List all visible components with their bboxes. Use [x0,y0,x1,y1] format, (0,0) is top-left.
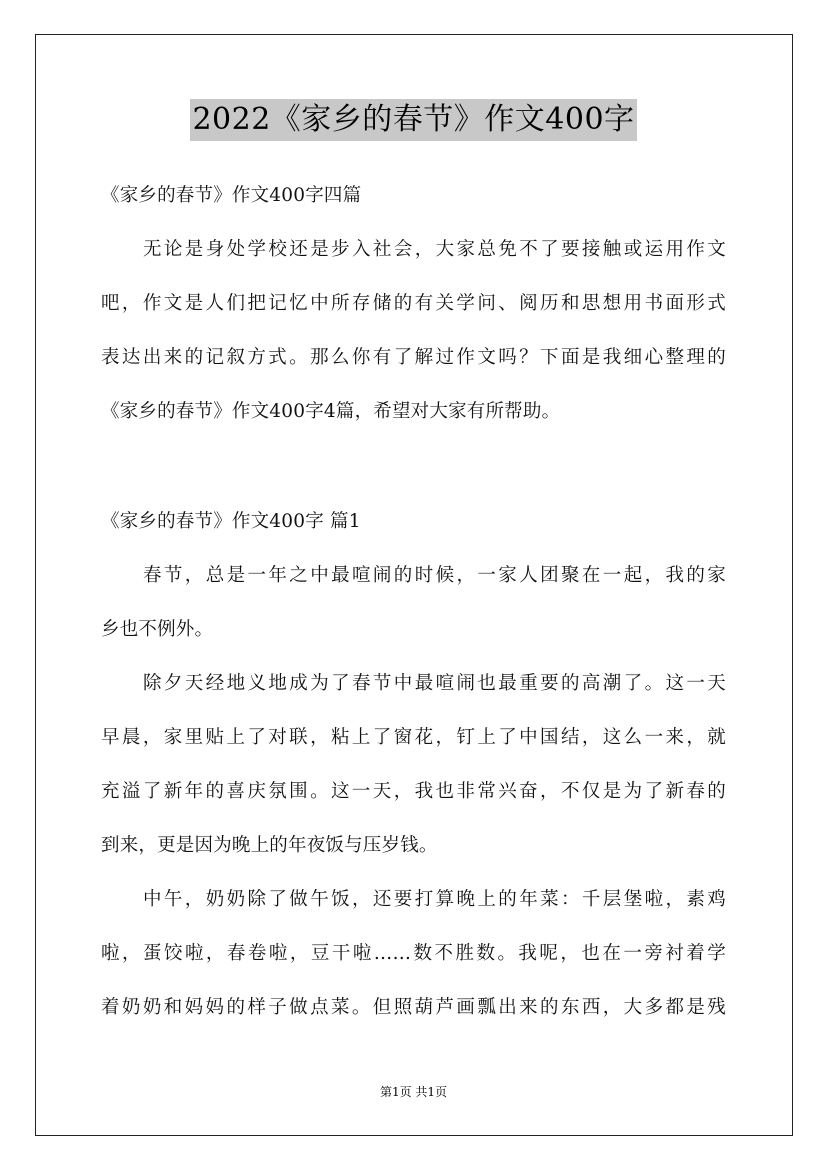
section-heading: 《家乡的春节》作文400字 篇1 [101,511,361,532]
intro-line-2: 吧，作文是人们把记忆中所存储的有关学问、阅历和思想用书面形式 [101,293,726,314]
page-number-footer: 第1页 共1页 [379,1085,448,1099]
document-title: 2022《家乡的春节》作文400字 [190,99,636,141]
intro-line-3: 表达出来的记叙方式。那么你有了解过作文吗？下面是我细心整理的 [101,347,726,368]
body-line-2: 乡也不例外。 [101,619,214,640]
body-line-6: 到来，更是因为晚上的年夜饭与压岁钱。 [101,835,438,856]
intro-line-4: 《家乡的春节》作文400字4篇，希望对大家有所帮助。 [101,401,561,422]
intro-line-1: 无论是身处学校还是步入社会，大家总免不了要接触或运用作文 [143,239,726,260]
body-line-5: 充溢了新年的喜庆氛围。这一天，我也非常兴奋，不仅是为了新春的 [101,781,726,802]
body-line-4: 早晨，家里贴上了对联，粘上了窗花，钉上了中国结，这么一来，就 [101,727,726,748]
body-line-8: 啦，蛋饺啦，春卷啦，豆干啦……数不胜数。我呢，也在一旁衬着学 [101,943,726,964]
document-subtitle: 《家乡的春节》作文400字四篇 [101,185,362,206]
body-line-1: 春节，总是一年之中最喧闹的时候，一家人团聚在一起，我的家 [143,565,726,586]
body-line-3: 除夕天经地义地成为了春节中最喧闹也最重要的高潮了。这一天 [143,673,726,694]
title-container [0,99,827,141]
body-line-9: 着奶奶和妈妈的样子做点菜。但照葫芦画瓢出来的东西，大多都是残 [101,997,726,1018]
body-line-7: 中午，奶奶除了做午饭，还要打算晚上的年菜：千层堡啦，素鸡 [143,889,726,910]
